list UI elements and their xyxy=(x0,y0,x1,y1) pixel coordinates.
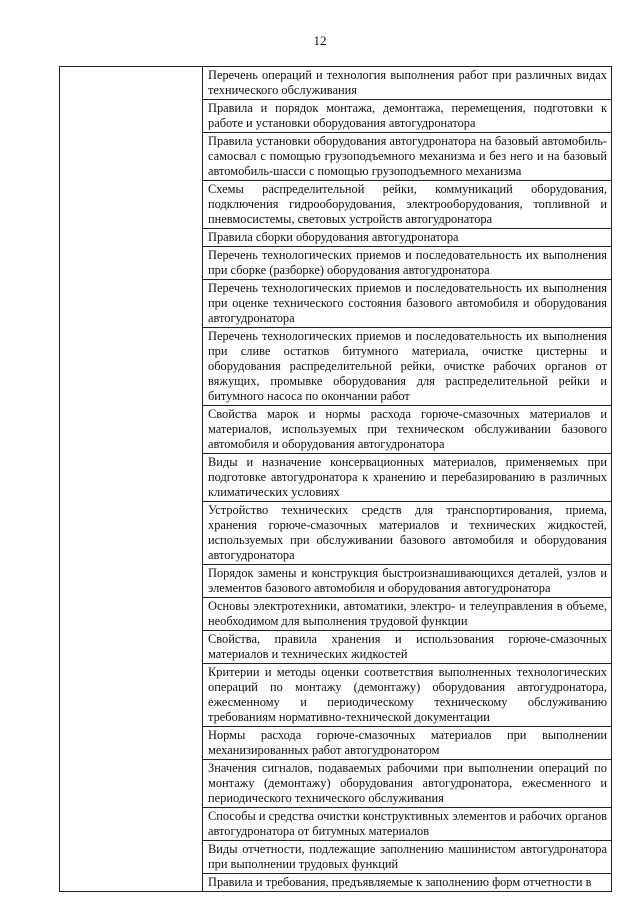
table-row: Правила и порядок монтажа, демонтажа, перемещения, подготовки к работе и установки оборудования автогудронатора xyxy=(203,100,611,133)
table-row: Порядок замены и конструкция быстроизнашивающихся деталей, узлов и элементов базового автомобиля и оборудования автогудронатора xyxy=(203,565,611,598)
table-row: Способы и средства очистки конструктивных элементов и рабочих органов автогудронатора от битумных материалов xyxy=(203,808,611,841)
table-row: Свойства марок и нормы расхода горюче-смазочных материалов и материалов, используемых при техническом обслуживании базового автомобиля и оборудования автогудронатора xyxy=(203,406,611,454)
table-row: Значения сигналов, подаваемых рабочими при выполнении операций по монтажу (демонтажу) оборудования автогудронатора, ежесменного и периодического технического обслуживания xyxy=(203,760,611,808)
table-row: Виды отчетности, подлежащие заполнению машинистом автогудронатора при выполнении трудовых функций xyxy=(203,841,611,874)
table-row: Перечень операций и технология выполнения работ при различных видах технического обслуживания xyxy=(203,67,611,100)
table-row: Нормы расхода горюче-смазочных материалов при выполнении механизированных работ автогудронатором xyxy=(203,727,611,760)
table-content-cell xyxy=(203,67,612,892)
page-number: 12 xyxy=(313,33,327,48)
table-row: Перечень технологических приемов и последовательность их выполнения при сливе остатков битумного материала, очистке цистерны и оборудования распределительной рейки, очистке рабочих органов от вяжущих, промывке оборудования для распределительной рейки и битумного насоса по окончании работ xyxy=(203,328,611,406)
table-row: Устройство технических средств для транспортирования, приема, хранения горюче-смазочных материалов и технических жидкостей, используемых при обслуживании базового автомобиля и оборудования автогудронатора xyxy=(203,502,611,565)
knowledge-table xyxy=(59,66,612,892)
table-row: Схемы распределительной рейки, коммуникаций оборудования, подключения гидрооборудования, электрооборудования, топливной и пневмосистемы, световых устройств автогудронатора xyxy=(203,181,611,229)
table-row: Правила установки оборудования автогудронатора на базовый автомобиль-самосвал с помощью грузоподъемного механизма и без него и на базовый автомобиль-шасси с помощью грузоподъемного механизма xyxy=(203,133,611,181)
table-row: Критерии и методы оценки соответствия выполненных технологических операций по монтажу (демонтажу) оборудования автогудронатора, ежесменному и периодическому техническому обслуживанию требованиям нормативно-технической документации xyxy=(203,664,611,727)
table-row: Основы электротехники, автоматики, электро- и телеуправления в объеме, необходимом для выполнения трудовой функции xyxy=(203,598,611,631)
table-label-cell xyxy=(60,67,203,892)
table-row: Свойства, правила хранения и использования горюче-смазочных материалов и технических жидкостей xyxy=(203,631,611,664)
table-row: Правила и требования, предъявляемые к заполнению форм отчетности в xyxy=(208,875,592,889)
table-row: Виды и назначение консервационных материалов, применяемых при подготовке автогудронатора к хранению и перебазированию в различных климатических условиях xyxy=(203,454,611,502)
table-row: Перечень технологических приемов и последовательность их выполнения при сборке (разборке) оборудования автогудронатора xyxy=(203,247,611,280)
table-row: Перечень технологических приемов и последовательность их выполнения при оценке технического состояния базового автомобиля и оборудования автогудронатора xyxy=(203,280,611,328)
table-row: Правила сборки оборудования автогудронатора xyxy=(203,229,611,247)
